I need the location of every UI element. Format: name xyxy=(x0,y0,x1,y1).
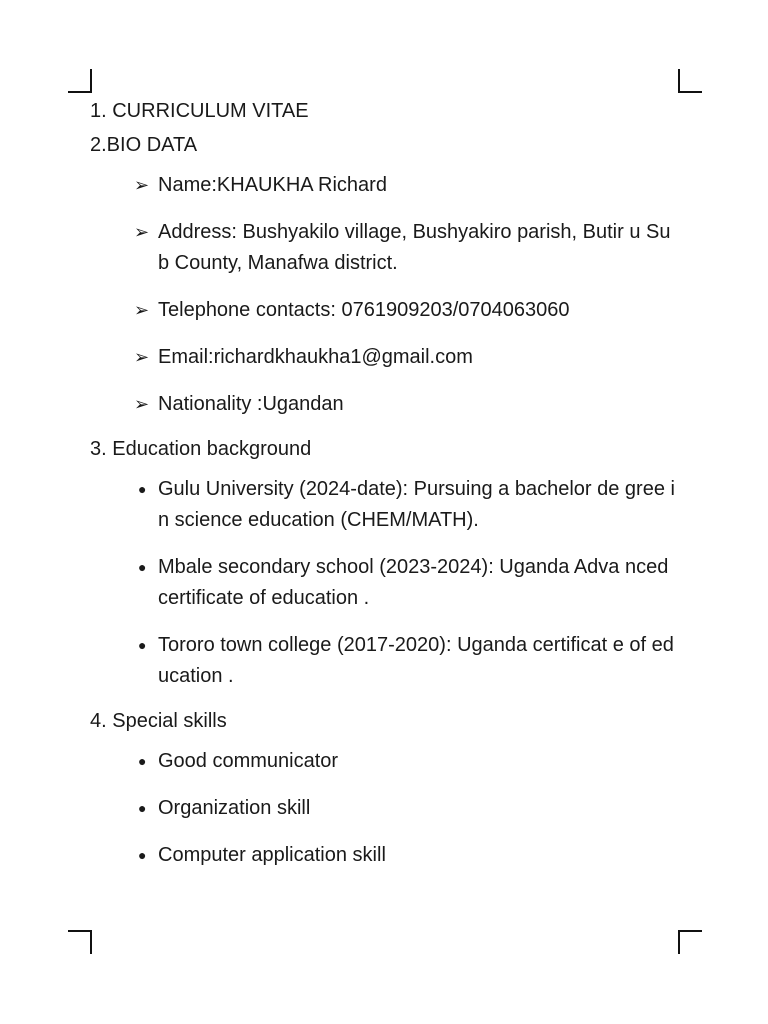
education-entry: Gulu University (2024-date): Pursuing a bachelor de gree in science education (CHEM/MATH). xyxy=(158,478,675,531)
bullet-dot-icon: ● xyxy=(138,847,147,863)
arrow-bullet-icon: ➢ xyxy=(134,300,150,320)
list-item xyxy=(90,342,678,373)
arrow-bullet-icon: ➢ xyxy=(134,347,150,367)
education-entry: Tororo town college (2017-2020): Uganda certificat e of education . xyxy=(158,634,674,687)
crop-mark-bottom-right xyxy=(678,930,702,954)
bio-address: Address: Bushyakilo village, Bushyakiro parish, Butir u Sub County, Manafwa district. xyxy=(158,221,671,274)
bullet-dot-icon: ● xyxy=(138,559,147,575)
bio-email: Email:richardkhaukha1@gmail.com xyxy=(158,346,473,368)
list-item xyxy=(90,474,678,536)
arrow-bullet-icon: ➢ xyxy=(134,175,150,195)
bullet-dot-icon: ● xyxy=(138,800,147,816)
crop-mark-bottom-left xyxy=(68,930,92,954)
list-item xyxy=(90,840,678,871)
skills-list xyxy=(90,746,690,871)
document-body xyxy=(90,96,690,871)
crop-mark-top-left xyxy=(68,69,92,93)
skill-entry: Good communicator xyxy=(158,750,339,772)
crop-mark-top-right xyxy=(678,69,702,93)
bio-nationality: Nationality :Ugandan xyxy=(158,393,344,415)
education-list xyxy=(90,474,690,692)
education-entry: Mbale secondary school (2023-2024): Uganda Adva nced certificate of education . xyxy=(158,556,669,609)
bio-telephone: Telephone contacts: 0761909203/0704063060 xyxy=(158,299,570,321)
special-skills-heading: 4. Special skills xyxy=(90,710,227,732)
list-item xyxy=(90,389,678,420)
list-item xyxy=(90,217,678,279)
arrow-bullet-icon: ➢ xyxy=(134,222,150,242)
list-item xyxy=(90,746,678,777)
bio-name: Name:KHAUKHA Richard xyxy=(158,174,387,196)
skill-entry: Computer application skill xyxy=(158,844,386,866)
bio-data-list xyxy=(90,170,690,420)
list-item xyxy=(90,552,678,614)
list-item xyxy=(90,170,678,201)
education-heading: 3. Education background xyxy=(90,438,312,460)
skill-entry: Organization skill xyxy=(158,797,311,819)
bullet-dot-icon: ● xyxy=(138,637,147,653)
list-item xyxy=(90,295,678,326)
bio-data-heading: 2.BIO DATA xyxy=(90,134,198,156)
bullet-dot-icon: ● xyxy=(138,481,147,497)
list-item xyxy=(90,630,678,692)
bullet-dot-icon: ● xyxy=(138,753,147,769)
list-item xyxy=(90,793,678,824)
arrow-bullet-icon: ➢ xyxy=(134,394,150,414)
cv-title: 1. CURRICULUM VITAE xyxy=(90,100,309,122)
